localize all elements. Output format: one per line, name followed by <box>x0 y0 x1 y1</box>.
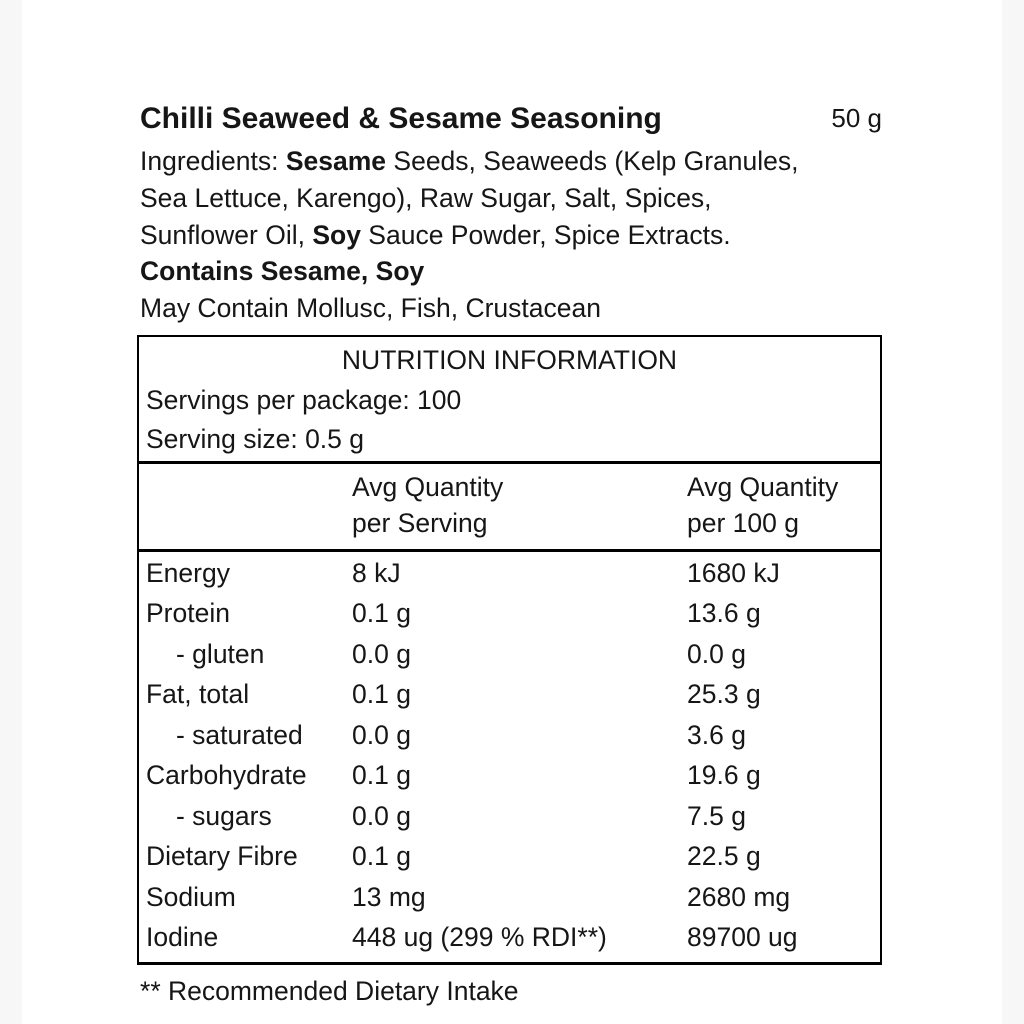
table-row <box>139 715 880 756</box>
nutrient-name: - sugars <box>176 800 272 831</box>
may-contain-statement: May Contain Mollusc, Fish, Crustacean <box>140 293 601 324</box>
table-row <box>139 877 880 918</box>
value-per-serving: 0.1 g <box>352 841 411 872</box>
nutrition-label <box>137 102 882 1008</box>
nutrient-name: Fat, total <box>146 679 250 710</box>
contains-statement: Contains Sesame, Soy <box>140 256 425 287</box>
title-row <box>137 102 882 136</box>
nutrient-name: Protein <box>146 598 230 629</box>
net-weight: 50 g <box>831 103 882 133</box>
product-title: Chilli Seaweed & Sesame Seasoning <box>140 102 662 135</box>
ingredients-line <box>140 180 882 217</box>
column-header-line: per 100 g <box>687 507 799 538</box>
value-per-100g: 7.5 g <box>687 800 746 831</box>
nutrient-rows <box>139 549 880 962</box>
ingredients-text: Sunflower Oil, <box>140 219 313 250</box>
ingredients-line <box>140 143 882 180</box>
servings-per-package: Servings per package: 100 <box>146 384 462 415</box>
page-edge-right <box>1002 0 1024 1024</box>
value-per-serving: 448 ug (299 % RDI**) <box>352 922 607 953</box>
nutrient-name: Iodine <box>146 922 219 953</box>
ingredients-text: Sauce Powder, Spice Extracts. <box>360 219 731 250</box>
value-per-serving: 0.0 g <box>352 638 411 669</box>
table-top-section <box>139 337 880 461</box>
table-row <box>139 796 880 837</box>
column-header-row <box>139 461 880 549</box>
value-per-serving: 0.0 g <box>352 800 411 831</box>
table-row <box>139 755 880 796</box>
nutrient-name: - gluten <box>176 638 265 669</box>
column-header-line: Avg Quantity <box>352 471 504 502</box>
column-header-line: per Serving <box>352 507 488 538</box>
ingredients-text: Seeds, Seaweeds (Kelp Granules, <box>386 146 799 176</box>
ingredients-block <box>137 143 882 327</box>
value-per-serving: 0.0 g <box>352 719 411 750</box>
table-row <box>139 553 880 594</box>
value-per-serving: 0.1 g <box>352 679 411 710</box>
allergen-emphasis: Soy <box>312 219 361 250</box>
nutrient-name: - saturated <box>176 719 303 750</box>
ingredients-line <box>140 217 882 254</box>
nutrient-name: Energy <box>146 557 230 588</box>
table-row <box>139 593 880 634</box>
table-row <box>139 634 880 675</box>
header-spacer <box>139 469 352 541</box>
page-edge-left <box>0 0 22 1024</box>
value-per-100g: 19.6 g <box>687 760 761 791</box>
nutrition-table <box>137 335 882 965</box>
value-per-100g: 22.5 g <box>687 841 761 872</box>
table-row <box>139 836 880 877</box>
value-per-serving: 0.1 g <box>352 760 411 791</box>
value-per-100g: 0.0 g <box>687 638 746 669</box>
ingredients-lines <box>140 143 882 253</box>
value-per-serving: 8 kJ <box>352 557 401 588</box>
allergen-emphasis: Sesame <box>285 146 387 176</box>
nutrient-name: Carbohydrate <box>146 760 307 791</box>
nutrition-information-heading: NUTRITION INFORMATION <box>341 344 678 375</box>
value-per-100g: 1680 kJ <box>687 557 780 588</box>
table-row <box>139 917 880 958</box>
nutrient-name: Sodium <box>146 881 236 912</box>
value-per-serving: 0.1 g <box>352 598 411 629</box>
serving-size: Serving size: 0.5 g <box>146 423 365 454</box>
ingredients-text: Ingredients: <box>140 146 286 176</box>
column-header-line: Avg Quantity <box>687 471 839 502</box>
value-per-serving: 13 mg <box>352 881 426 912</box>
value-per-100g: 2680 mg <box>687 881 791 912</box>
value-per-100g: 13.6 g <box>687 598 761 629</box>
rdi-footnote: ** Recommended Dietary Intake <box>140 975 519 1006</box>
table-row <box>139 674 880 715</box>
column-header-per-100g <box>687 469 880 541</box>
value-per-100g: 3.6 g <box>687 719 746 750</box>
value-per-100g: 89700 ug <box>687 922 798 953</box>
column-header-per-serving <box>352 469 687 541</box>
value-per-100g: 25.3 g <box>687 679 761 710</box>
ingredients-text: Sea Lettuce, Karengo), Raw Sugar, Salt, Spices, <box>140 182 712 213</box>
nutrient-name: Dietary Fibre <box>146 841 298 872</box>
